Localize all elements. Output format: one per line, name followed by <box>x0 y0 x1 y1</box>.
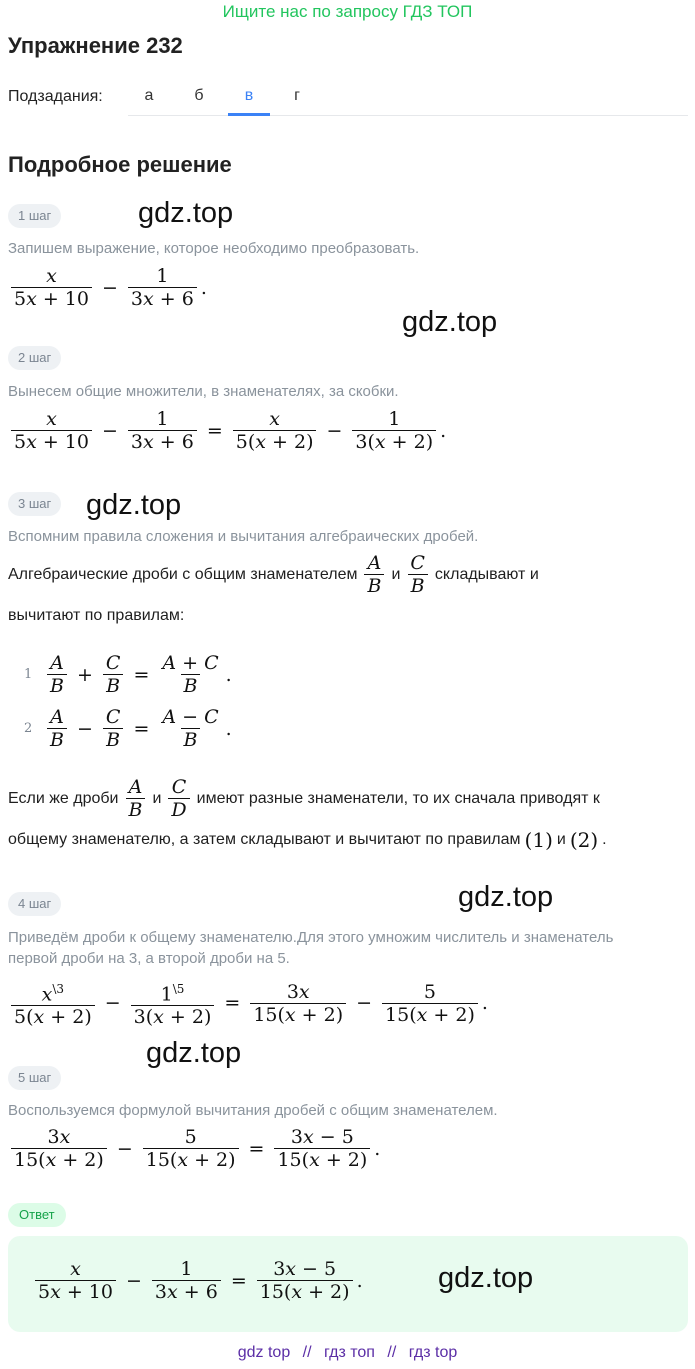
step-1-formula: $\frac{x}{5x + 10}$ − $\frac{1}{3x + 6}$ . <box>8 265 207 310</box>
watermark: gdz.top <box>146 1037 242 1069</box>
rules-note-text: Если же дроби <box>8 789 119 807</box>
rules-note-after: имеют разные знаменатели, то их сначала приводят к <box>196 789 600 807</box>
rule-ref-1: (1) <box>524 828 553 852</box>
rules-intro-line2: вычитают по правилам: <box>8 607 185 624</box>
tab-b[interactable]: б <box>194 87 204 104</box>
step-4-badge: 4 шаг <box>8 892 61 916</box>
tab-g[interactable]: г <box>294 87 300 104</box>
rule-1-number: 1 <box>24 667 33 682</box>
watermark: gdz.top <box>438 1262 534 1294</box>
step-5-formula: $\frac{3x}{15(x + 2)}$ − $\frac{5}{15(x + 2)}$ = $\frac{3x - 5}{15(x + 2)}$ . <box>8 1126 380 1171</box>
rule-2-number: 2 <box>24 721 33 736</box>
rules-note-and: и <box>152 789 162 807</box>
subtask-tabs <box>128 78 688 116</box>
rules-intro-and: и <box>391 565 401 583</box>
footer-link-gdz-top[interactable]: gdz top <box>237 1344 291 1361</box>
promo-banner: Ищите нас по запросу ГДЗ ТОП <box>222 2 473 21</box>
watermark: gdz.top <box>458 881 554 913</box>
step-4-text-line1: Приведём дроби к общему знаменателю.Для этого умножим числитель и знаменатель <box>8 929 614 946</box>
rules-intro-after: складывают и <box>434 565 539 583</box>
step-3-badge: 3 шаг <box>8 492 61 516</box>
tab-v[interactable]: в <box>228 78 270 116</box>
section-title: Подробное решение <box>8 152 232 177</box>
step-2-formula: $\frac{x}{5x + 10}$ − $\frac{1}{3x + 6}$ = $\frac{x}{5(x + 2)}$ − $\frac{1}{3(x + 2)}$ . <box>8 408 446 453</box>
rules-note-line2-text: общему знаменателю, а затем складывают и вычитают по правилам <box>8 831 521 848</box>
watermark: gdz.top <box>86 489 182 521</box>
rules-note: Если же дроби $\frac{A}{B}$ и $\frac{C}{D}$ имеют разные знаменатели, то их сначала приводят к <box>8 776 600 821</box>
footer-separator: // <box>302 1344 312 1361</box>
answer-formula: $\frac{x}{5x + 10}$ − $\frac{1}{3x + 6}$ = $\frac{3x - 5}{15(x + 2)}$ . <box>32 1258 363 1303</box>
step-3-text: Вспомним правила сложения и вычитания алгебраических дробей. <box>8 528 479 545</box>
rules-note-and2: и <box>556 831 566 848</box>
rules-intro-text: Алгебраические дроби с общим знаменателем <box>8 565 358 583</box>
step-1-text: Запишем выражение, которое необходимо преобразовать. <box>8 240 420 257</box>
step-1-badge: 1 шаг <box>8 204 61 228</box>
footer-links <box>0 1344 695 1362</box>
step-5-text: Воспользуемся формулой вычитания дробей с общим знаменателем. <box>8 1102 498 1119</box>
step-2-text: Вынесем общие множители, в знаменателях, за скобки. <box>8 383 399 400</box>
step-2-badge: 2 шаг <box>8 346 61 370</box>
rules-intro: Алгебраические дроби с общим знаменателем $\frac{A}{B}$ и $\frac{C}{B}$ складывают и <box>8 552 539 597</box>
subtasks-label: Подзадания: <box>8 88 103 105</box>
footer-separator: // <box>387 1344 397 1361</box>
watermark: gdz.top <box>402 306 498 338</box>
rules-note-line2: общему знаменателю, а затем складывают и вычитают по правилам (1) и (2) . <box>8 828 607 852</box>
footer-link-gdz-top-mixed[interactable]: гдз top <box>408 1344 458 1361</box>
rule-ref-2: (2) <box>569 828 599 852</box>
step-4-formula: $\frac{x^{\backslash 3}}{5(x + 2)}$ − $\frac{1^{\backslash 5}}{3(x + 2)}$ = $\frac{3x}{15(x + 2)}$ − $\frac{5}{15(x + 2)}$ . <box>8 978 488 1028</box>
page-title: Упражнение 232 <box>8 33 183 58</box>
tab-a[interactable]: а <box>144 87 154 104</box>
watermark: gdz.top <box>138 197 234 229</box>
answer-badge: Ответ <box>8 1203 66 1227</box>
rule-2-formula: 2 $\frac{A}{B}$ − $\frac{C}{B}$ = $\frac{A - C}{B}$ . <box>24 706 232 751</box>
step-4-text-line2: первой дроби на 3, а второй дроби на 5. <box>8 950 290 967</box>
rule-1-formula: 1 $\frac{A}{B}$ + $\frac{C}{B}$ = $\frac{A + C}{B}$ . <box>24 652 232 697</box>
footer-link-gdz-top-ru[interactable]: гдз топ <box>324 1344 375 1361</box>
step-5-badge: 5 шаг <box>8 1066 61 1090</box>
